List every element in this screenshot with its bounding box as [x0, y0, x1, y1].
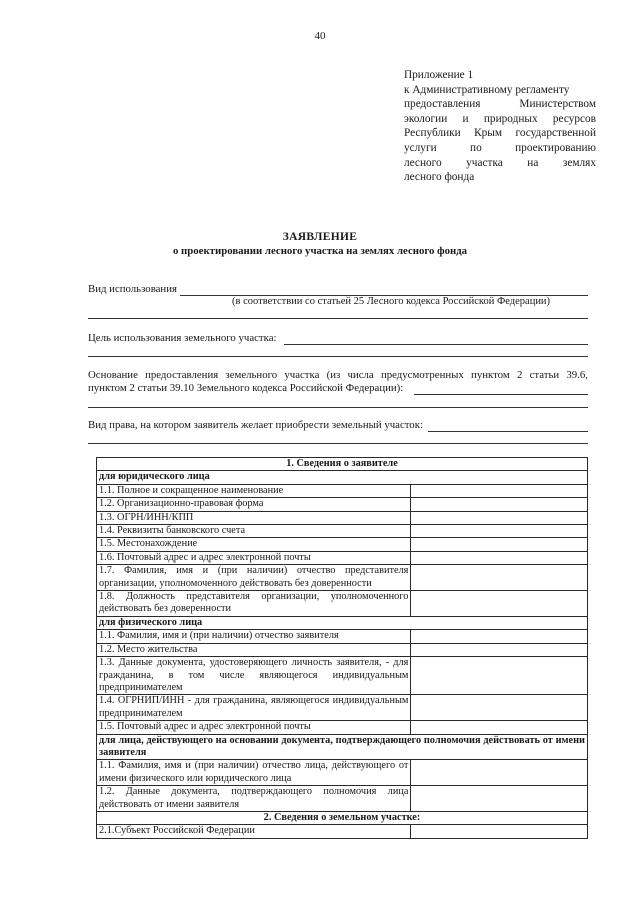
- section-1-header: 1. Сведения о заявителе: [97, 458, 588, 471]
- appendix-line: лесного фонда: [404, 171, 475, 184]
- document-subtitle: о проектировании лесного участка на землях лесного фонда: [172, 245, 468, 257]
- document-title: ЗАЯВЛЕНИЕ: [282, 231, 358, 243]
- section-2-header: 2. Сведения о земельном участке:: [97, 811, 588, 824]
- appendix-line: к Административному регламенту: [404, 83, 570, 96]
- table-row: [97, 630, 588, 643]
- row-label: 1.2. Данные документа, подтверждающего полномочия лица действовать от имени заявителя: [97, 786, 411, 812]
- basis-label-line2: пунктом 2 статьи 39.10 Земельного кодекса Российской Федерации):: [88, 382, 404, 394]
- row-value-cell[interactable]: [411, 643, 588, 656]
- appendix-line: услуги по проектированию: [404, 141, 596, 154]
- table-row: [97, 786, 588, 812]
- row-label: 1.1. Фамилия, имя и (при наличии) отчество лица, действующего от имени физического или юридического лица: [97, 760, 411, 786]
- table-row: [97, 484, 588, 497]
- row-value-cell[interactable]: [411, 551, 588, 564]
- table-row: [97, 825, 588, 838]
- row-label: 1.6. Почтовый адрес и адрес электронной почты: [97, 551, 411, 564]
- table-row: [97, 458, 588, 471]
- basis-input-line[interactable]: [414, 394, 588, 395]
- table-row: [97, 643, 588, 656]
- row-label: 1.3. Данные документа, удостоверяющего личность заявителя, - для гражданина, в том числе являющегося индивидуальным предпринимателем: [97, 657, 411, 695]
- row-value-cell[interactable]: [411, 630, 588, 643]
- table-row: [97, 471, 588, 484]
- table-row: [97, 760, 588, 786]
- table-row: [97, 498, 588, 511]
- row-label: 1.1. Фамилия, имя и (при наличии) отчество заявителя: [97, 630, 411, 643]
- table-row: [97, 511, 588, 524]
- appendix-line: лесного участка на землях: [404, 156, 596, 169]
- row-label: 1.2. Организационно-правовая форма: [97, 498, 411, 511]
- individual-header: для физического лица: [97, 616, 588, 629]
- row-label: 1.7. Фамилия, имя и (при наличии) отчество представителя организации, уполномоченного действовать без доверенности: [97, 565, 411, 591]
- row-value-cell[interactable]: [411, 591, 588, 617]
- table-row: [97, 565, 588, 591]
- row-label: 1.3. ОГРН/ИНН/КПП: [97, 511, 411, 524]
- row-value-cell[interactable]: [411, 511, 588, 524]
- purpose-label: Цель использования земельного участка:: [88, 332, 277, 344]
- row-label: 1.2. Место жительства: [97, 643, 411, 656]
- table-row: [97, 721, 588, 734]
- right-input-line-2[interactable]: [88, 443, 588, 444]
- table-row: [97, 657, 588, 695]
- table-row: [97, 551, 588, 564]
- right-input-line[interactable]: [428, 431, 588, 432]
- row-label: 2.1.Субъект Российской Федерации: [97, 825, 411, 838]
- row-value-cell[interactable]: [411, 825, 588, 838]
- row-value-cell[interactable]: [411, 760, 588, 786]
- row-label: 1.5. Почтовый адрес и адрес электронной почты: [97, 721, 411, 734]
- legal-entity-header: для юридического лица: [97, 471, 588, 484]
- usage-input-line-2[interactable]: [88, 318, 588, 319]
- basis-input-line-2[interactable]: [88, 407, 588, 408]
- usage-label: Вид использования: [88, 283, 177, 295]
- purpose-input-line-2[interactable]: [88, 356, 588, 357]
- row-value-cell[interactable]: [411, 565, 588, 591]
- applicant-info-table: [96, 457, 588, 839]
- table-row: [97, 538, 588, 551]
- appendix-line: Приложение 1: [404, 69, 474, 81]
- appendix-line: Республики Крым государственной: [404, 127, 596, 140]
- basis-label-line1: Основание предоставления земельного участка (из числа предусмотренных пунктом 2 статьи 39.6,: [88, 369, 588, 381]
- usage-hint: (в соответствии со статьей 25 Лесного кодекса Российской Федерации): [232, 296, 551, 307]
- table-row: [97, 616, 588, 629]
- row-value-cell[interactable]: [411, 525, 588, 538]
- appendix-line: экологии и природных ресурсов: [404, 112, 596, 125]
- row-value-cell[interactable]: [411, 657, 588, 695]
- purpose-input-line[interactable]: [284, 344, 588, 345]
- row-value-cell[interactable]: [411, 484, 588, 497]
- row-value-cell[interactable]: [411, 695, 588, 721]
- row-label: 1.4. Реквизиты банковского счета: [97, 525, 411, 538]
- row-label: 1.5. Местонахождение: [97, 538, 411, 551]
- table-row: [97, 811, 588, 824]
- appendix-line: предоставления Министерством: [404, 98, 596, 111]
- table-row: [97, 695, 588, 721]
- table-row: [97, 525, 588, 538]
- row-label: 1.8. Должность представителя организации, уполномоченного действовать без доверенности: [97, 591, 411, 617]
- table-row: [97, 591, 588, 617]
- right-label: Вид права, на котором заявитель желает приобрести земельный участок:: [88, 419, 423, 431]
- row-value-cell[interactable]: [411, 538, 588, 551]
- row-label: 1.4. ОГРНИП/ИНН - для гражданина, являющегося индивидуальным предпринимателем: [97, 695, 411, 721]
- row-value-cell[interactable]: [411, 498, 588, 511]
- appendix-block: [404, 68, 596, 185]
- row-value-cell[interactable]: [411, 786, 588, 812]
- page-number: 40: [314, 30, 326, 42]
- row-label: 1.1. Полное и сокращенное наименование: [97, 484, 411, 497]
- proxy-header: для лица, действующего на основании документа, подтверждающего полномочия действовать от имени заявителя: [97, 734, 588, 760]
- table-row: [97, 734, 588, 760]
- row-value-cell[interactable]: [411, 721, 588, 734]
